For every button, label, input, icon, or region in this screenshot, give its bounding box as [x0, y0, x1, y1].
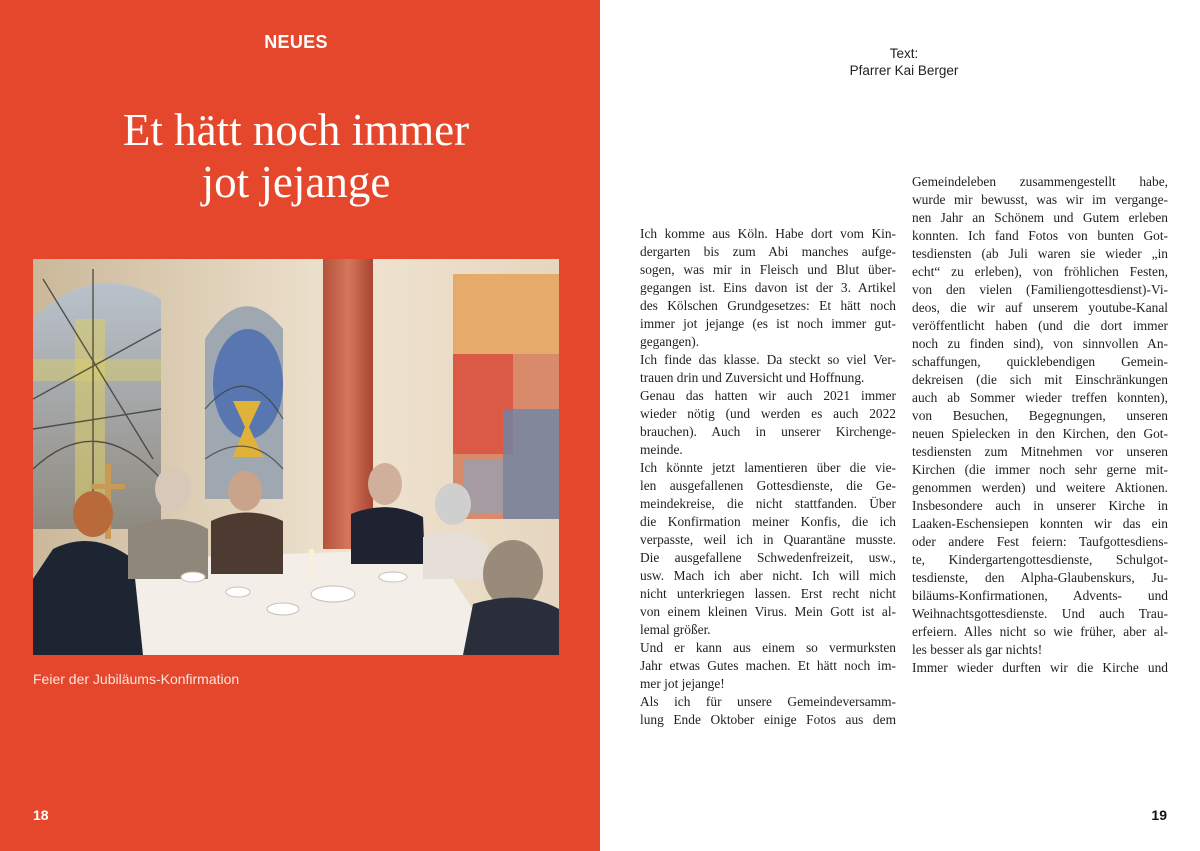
text-line: konnten. Ich fand Fotos von bunten Got-	[912, 228, 1168, 243]
text-line: nen Jahr an Schönem und Gutem erleben	[912, 210, 1168, 225]
text-line: wurde mir bewusst, was wir im vergange-	[912, 192, 1168, 207]
text-line: Die ausgefallene Schwedenfreizeit, usw.,	[640, 550, 896, 565]
text-line: nicht unterkriegen lassen. Erst recht nicht	[640, 586, 896, 601]
text-line: immer jot jejange (es ist noch immer gut-	[640, 316, 896, 331]
text-line: Gemeindeleben zusammengestellt habe,	[912, 174, 1168, 189]
text-line: biläums-Konfirmationen, Advents- und	[912, 588, 1168, 603]
article-column-2	[912, 173, 1168, 677]
text-line: genommen werden) und weitere Aktionen.	[912, 480, 1168, 495]
text-line: te, Kindergartengottesdienste, Schulgot-	[912, 552, 1168, 567]
text-line: dergarten bis zum Abi manches aufge-	[640, 244, 896, 259]
text-line: sogen, was mir in Fleisch und Blut über-	[640, 262, 896, 277]
text-line: Ich komme aus Köln. Habe dort vom Kin-	[640, 226, 896, 241]
author-credit	[804, 45, 1004, 79]
text-line: neuen Spielecken in den Kirchen, den Got-	[912, 426, 1168, 441]
text-line: Und er kann aus einem so vermurksten	[640, 640, 896, 655]
text-line: lemal größer.	[640, 622, 711, 637]
text-line: des Kölschen Grundgesetzes: Et hätt noch	[640, 298, 896, 313]
section-label: NEUES	[264, 32, 328, 52]
text-line: wieder nötig (und werden es auch 2022	[640, 406, 896, 421]
text-line: lung Ende Oktober einige Fotos aus dem	[640, 712, 896, 727]
text-line: meinde.	[640, 442, 683, 457]
text-line: brauchen). Auch in unserer Kirchenge-	[640, 424, 896, 439]
right-page	[600, 0, 1200, 851]
headline-line-1: Et hätt noch immer	[122, 105, 470, 155]
text-line: von den vielen (Familiengottesdienst)-Vi-	[912, 282, 1168, 297]
text-line: von einem kleinen Virus. Mein Gott ist al-	[640, 604, 896, 619]
article-column-1	[640, 225, 896, 729]
text-line: dekreisen (die sich mit Einschränkungen	[912, 372, 1168, 387]
text-line: noch zu finden sind), von sinnvollen An-	[912, 336, 1168, 351]
text-line: Als ich für unsere Gemeindeversamm-	[640, 694, 896, 709]
text-line: Ich könnte jetzt lamentieren über die vie-	[640, 460, 896, 475]
text-line: len ausgefallenen Gottesdienste, die Ge-	[640, 478, 896, 493]
text-line: deos, die wir auf unserem youtube-Kanal	[912, 300, 1168, 315]
text-line: tesdiensten (ab Juli waren sie wieder „in	[912, 246, 1168, 261]
text-line: Weihnachtsgottesdienste. Und auch Trau-	[912, 606, 1168, 621]
headline-line-2: jot jejange	[201, 157, 391, 207]
text-line: mer jot jejange!	[640, 676, 725, 691]
text-line: tesdienste, den Alpha-Glaubenskurs, Ju-	[912, 570, 1168, 585]
photo-caption: Feier der Jubiläums-Konfirmation	[33, 671, 240, 687]
text-line: erfeiern. Alles nicht so wie früher, aber al-	[912, 624, 1168, 639]
text-line: gegangen ist. Eins davon ist der 3. Artikel	[640, 280, 896, 295]
page-number-left: 18	[33, 807, 49, 823]
page-number-right: 19	[1151, 807, 1167, 823]
text-line: oder andere Fest feiern: Taufgottesdiens-	[912, 534, 1168, 549]
text-line: meindekreise, die nicht stattfanden. Über	[640, 496, 896, 511]
text-line: trauen drin und Zuversicht und Hoffnung.	[640, 370, 865, 385]
article-photo	[33, 259, 559, 655]
text-line: die Konfirmation meiner Konfis, die ich	[640, 514, 896, 529]
text-line: Laaken-Eschensiepen konnten wir das ein	[912, 516, 1168, 531]
text-line: Jahr etwas Gutes machen. Et hätt noch im-	[640, 658, 896, 673]
text-line: tesdiensten zum Mitnehmen vor unseren	[912, 444, 1168, 459]
credit-author: Pfarrer Kai Berger	[849, 63, 959, 78]
wall-artwork	[453, 274, 559, 519]
text-line: Immer wieder durften wir die Kirche und	[912, 660, 1168, 675]
photo-illustration	[33, 259, 559, 655]
text-line: Ich finde das klasse. Da steckt so viel Ver-	[640, 352, 896, 367]
text-line: Kirchen (die immer noch sehr gerne mit-	[912, 462, 1168, 477]
text-line: Insbesondere auch in unserer Kirche in	[912, 498, 1168, 513]
article-headline	[0, 104, 592, 208]
text-line: echt“ zu erleben), von fröhlichen Festen,	[912, 264, 1168, 279]
text-line: auch ab Sommer wieder treffen konnten),	[912, 390, 1168, 405]
text-line: veröffentlicht haben (und die dort immer	[912, 318, 1168, 333]
text-line: schaffungen, quicklebendigen Gemein-	[912, 354, 1168, 369]
text-line: von Besuchen, Begegnungen, unseren	[912, 408, 1168, 423]
text-line: gegangen).	[640, 334, 700, 349]
text-line: usw. Mach ich aber nicht. Ich will mich	[640, 568, 896, 583]
text-line: verpasste, weil ich in Quarantäne musste.	[640, 532, 896, 547]
curtain	[323, 259, 373, 549]
text-line: Genau das hatten wir auch 2021 immer	[640, 388, 896, 403]
credit-label: Text:	[889, 46, 919, 61]
text-line: les besser als gar nichts!	[912, 642, 1043, 657]
